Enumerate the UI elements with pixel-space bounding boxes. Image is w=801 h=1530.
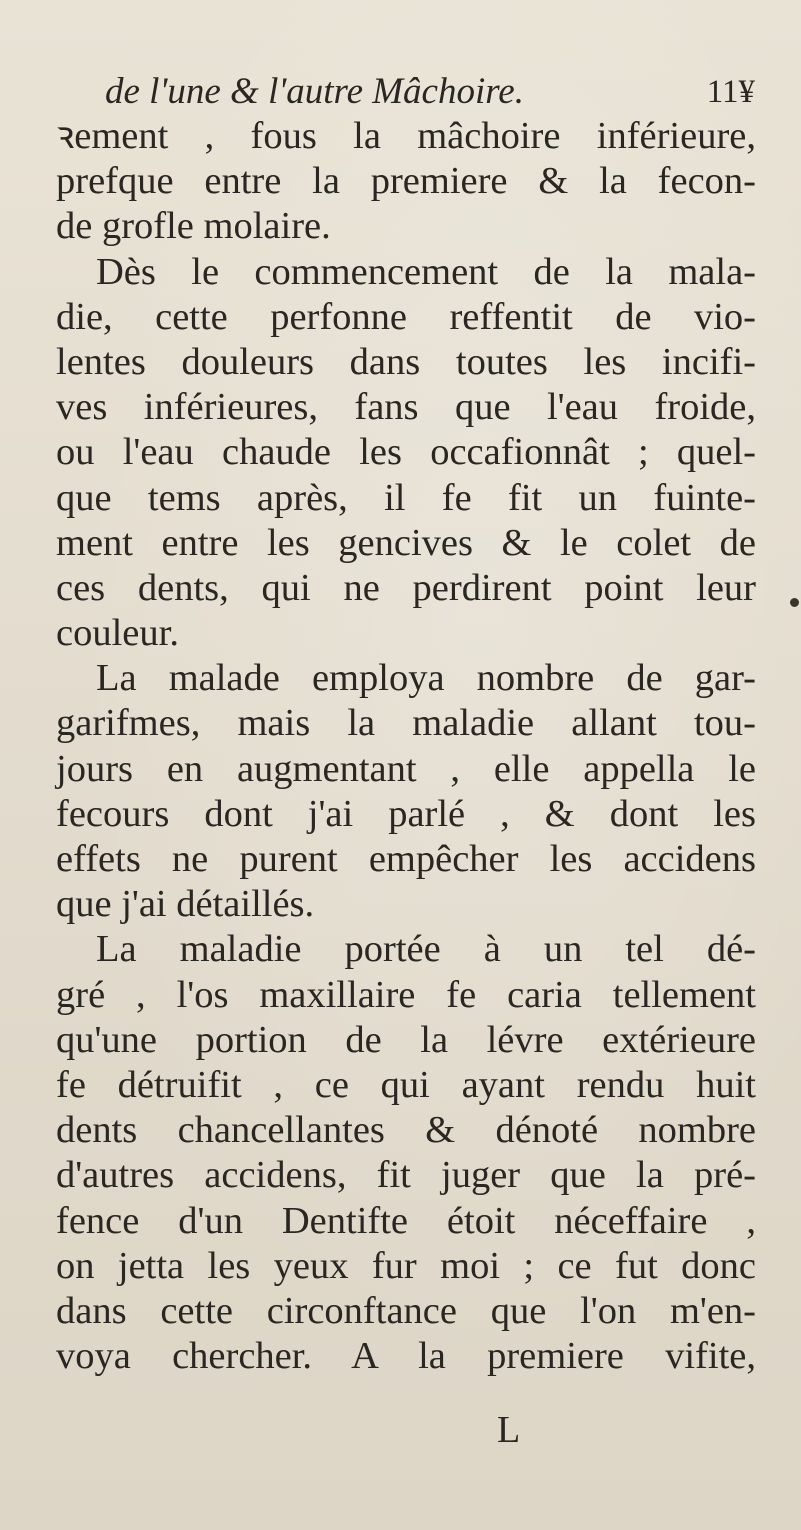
text-line: ment entre les gencives & le colet de	[56, 521, 756, 564]
text-line: garifmes, mais la maladie allant tou-	[56, 702, 756, 745]
text-line: prefque entre la premiere & la fecon-	[56, 160, 756, 203]
text-line: ves inférieures, fans que l'eau froide,	[56, 386, 756, 429]
text-line: ꝛement , fous la mâchoire inférieure,	[56, 115, 756, 157]
text-line: que tems après, il fe fit un fuinte-	[56, 476, 756, 519]
text-line: on jetta les yeux fur moi ; ce fut donc	[56, 1244, 756, 1287]
paragraph-4	[56, 927, 756, 1379]
text-line: ces dents, qui ne perdirent point leur	[56, 566, 756, 609]
text-line: dents chancellantes & dénoté nombre	[56, 1109, 756, 1152]
text-line: fe détruifit , ce qui ayant rendu huit	[56, 1063, 756, 1106]
text-line: La maladie portée à un tel dé-	[96, 928, 756, 971]
ink-spot	[790, 598, 799, 607]
text-line: que j'ai détaillés.	[56, 883, 315, 926]
text-line: couleur.	[56, 612, 179, 655]
body-text	[56, 114, 756, 1379]
text-line: jours en augmentant , elle appella le	[56, 747, 756, 790]
paragraph-3	[56, 656, 756, 927]
text-line: d'autres accidens, fit juger que la pré-	[56, 1154, 756, 1197]
paragraph-1	[56, 114, 756, 250]
text-line: de grofle molaire.	[56, 205, 331, 248]
text-line: qu'une portion de la lévre extérieure	[56, 1018, 756, 1061]
text-line: fecours dont j'ai parlé , & dont les	[56, 792, 756, 835]
text-line: die, cette perfonne reffentit de vio-	[56, 295, 756, 338]
text-line: lentes douleurs dans toutes les incifi-	[56, 340, 756, 383]
page-number: 11¥	[706, 74, 755, 110]
text-line: voya chercher. A la premiere vifite,	[56, 1335, 756, 1378]
text-line: effets ne purent empêcher les accidens	[56, 838, 756, 880]
paragraph-2	[56, 250, 756, 657]
catchword: L	[497, 1409, 521, 1451]
text-line: ou l'eau chaude les occafionnât ; quel-	[56, 431, 756, 474]
text-line: dans cette circonftance que l'on m'en-	[56, 1289, 756, 1332]
running-title: de l'une & l'autre Mâchoire.	[105, 71, 524, 112]
running-head	[105, 70, 755, 114]
text-line: gré , l'os maxillaire fe caria tellement	[56, 973, 756, 1016]
text-line: fence d'un Dentifte étoit néceffaire ,	[56, 1199, 756, 1242]
text-line: Dès le commencement de la mala-	[96, 250, 756, 293]
text-line: La malade employa nombre de gar-	[96, 657, 756, 700]
